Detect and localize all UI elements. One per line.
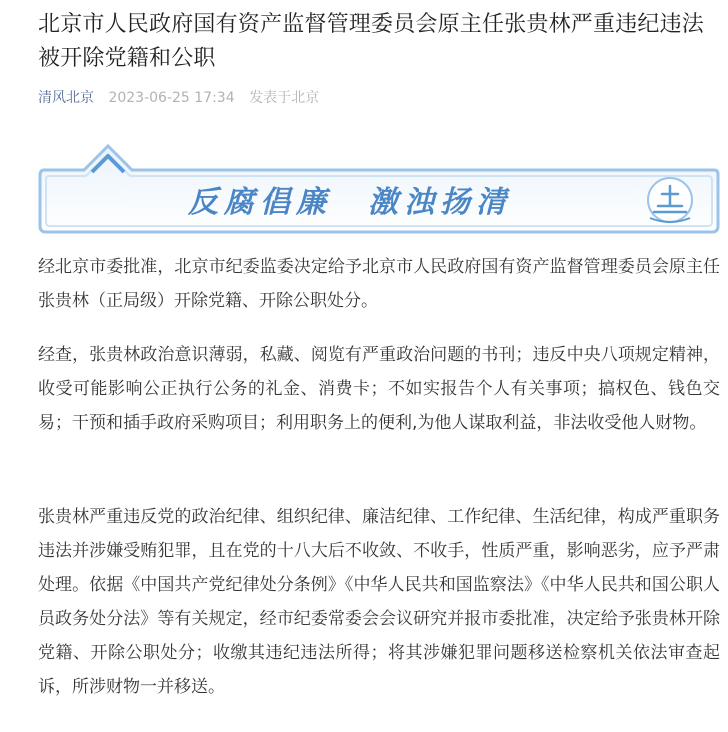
banner-graphic: [38, 142, 720, 236]
paragraph-2: 经查，张贵林政治意识薄弱，私藏、阅览有严重政治问题的书刊；违反中央八项规定精神，收受可能影响公正执行公务的礼金、消费卡；不如实报告个人有关事项；搞权色、钱色交易；干预和插手政府采购项目；利用职务上的便利,为他人谋取利益，非法收受他人财物。: [38, 345, 720, 433]
slogan-banner: [38, 142, 720, 236]
publish-date: 2023-06-25 17:34: [108, 90, 235, 106]
article-title: 北京市人民政府国有资产监督管理委员会原主任张贵林严重违纪违法被开除党籍和公职: [38, 12, 705, 71]
qingfeng-logo-icon: [648, 178, 692, 222]
account-name-link[interactable]: 清风北京: [38, 90, 94, 106]
banner-slogan: 反腐倡廉 激浊扬清: [188, 185, 512, 220]
article-meta: [38, 88, 319, 108]
publish-location: 发表于北京: [249, 90, 320, 106]
paragraph-1: 经北京市委批准，北京市纪委监委决定给予北京市人民政府国有资产监督管理委员会原主任张贵林（正局级）开除党籍、开除公职处分。: [38, 257, 720, 311]
paragraph-3: 张贵林严重违反党的政治纪律、组织纪律、廉洁纪律、工作纪律、生活纪律，构成严重职务违法并涉嫌受贿犯罪，且在党的十八大后不收敛、不收手，性质严重，影响恶劣，应予严肃处理。依据《中国共产党纪律处分条例》《中华人民共和国监察法》《中华人民共和国公职人员政务处分法》等有关规定，经市纪委常委会会议研究并报市委批准，决定给予张贵林开除党籍、开除公职处分；收缴其违纪违法所得；将其涉嫌犯罪问题移送检察机关依法审查起诉，所涉财物一并移送。: [38, 507, 720, 697]
